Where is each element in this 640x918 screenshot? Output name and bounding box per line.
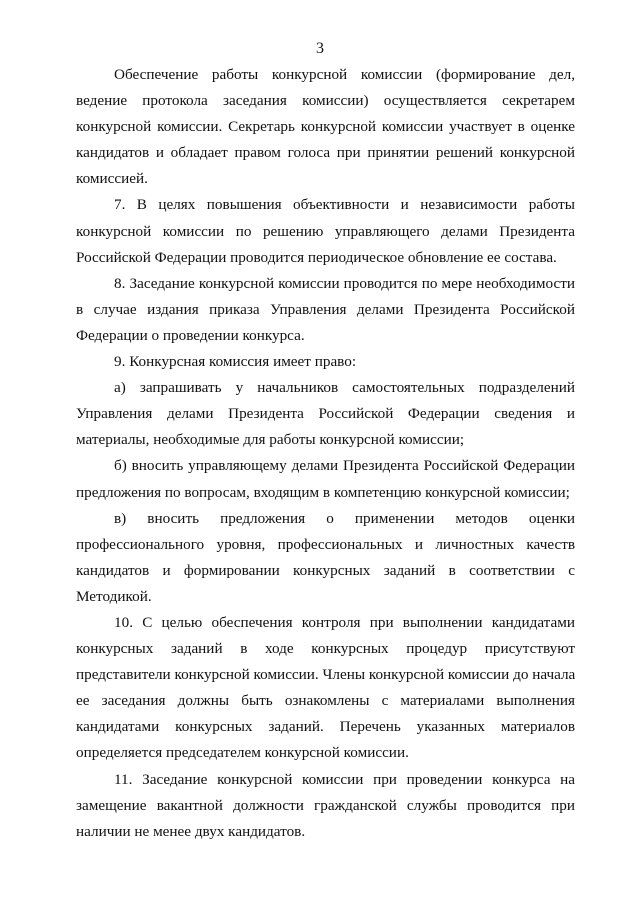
paragraph-11 (76, 767, 575, 845)
text-line: 10. С целью обеспечения контроля при выполнении кандидатами (114, 613, 575, 631)
text-line: 8. Заседание конкурсной комиссии проводится по мере необходимости (114, 274, 575, 292)
text-line: представители конкурсной комиссии. Члены конкурсной комиссии до начала (76, 666, 575, 684)
text-line: конкурсной комиссии. Секретарь конкурсной комиссии участвует в оценке (76, 118, 575, 136)
text-line: б) вносить управляющему делами Президента Российской Федерации (114, 457, 575, 475)
text-line: Российской Федерации проводится периодическое обновление ее состава. (76, 248, 557, 266)
text-line: кандидатами конкурсных заданий. Перечень указанных материалов (76, 718, 575, 736)
text-line: материалы, необходимые для работы конкурсной комиссии; (76, 431, 465, 449)
paragraph-9-item-a (76, 375, 575, 453)
text-line: определяется председателем конкурсной комиссии. (76, 744, 409, 762)
text-line: комиссией. (76, 170, 148, 188)
paragraph-secretary (76, 62, 575, 192)
text-line: замещение вакантной должности гражданской службы проводится при (76, 796, 575, 814)
paragraph-10 (76, 610, 575, 767)
text-line: 11. Заседание конкурсной комиссии при проведении конкурса на (114, 770, 575, 788)
text-line: кандидатов и обладает правом голоса при принятии решений конкурсной (76, 144, 575, 162)
page-number: 3 (316, 40, 324, 57)
paragraph-9-item-v (76, 506, 575, 610)
text-line: кандидатов и формировании конкурсных заданий в соответствии с (76, 561, 575, 579)
text-line: конкурсной комиссии по решению управляющего делами Президента (76, 222, 575, 240)
paragraph-9 (76, 349, 575, 375)
text-line: 7. В целях повышения объективности и независимости работы (114, 196, 575, 214)
text-line: ведение протокола заседания комиссии) осуществляется секретарем (76, 92, 575, 110)
text-line: Федерации о проведении конкурса. (76, 326, 305, 344)
document-body (76, 62, 575, 845)
text-line: Обеспечение работы конкурсной комиссии (формирование дел, (114, 66, 575, 83)
text-line: в) вносить предложения о применении методов оценки (114, 509, 575, 527)
paragraph-8 (76, 271, 575, 349)
text-line: ее заседания должны быть ознакомлены с материалами выполнения (76, 692, 575, 710)
paragraph-9-item-b (76, 453, 575, 505)
text-line: предложения по вопросам, входящим в компетенцию конкурсной комиссии; (76, 483, 570, 501)
text-line: Методикой. (76, 587, 152, 605)
text-line: а) запрашивать у начальников самостоятельных подразделений (114, 379, 575, 397)
text-line: в случае издания приказа Управления делами Президента Российской (76, 300, 575, 318)
text-line: 9. Конкурсная комиссия имеет право: (114, 353, 357, 371)
paragraph-7 (76, 192, 575, 270)
text-line: профессионального уровня, профессиональных и личностных качеств (76, 535, 575, 553)
text-line: наличии не менее двух кандидатов. (76, 822, 306, 840)
text-line: конкурсных заданий в ходе конкурсных процедур присутствуют (76, 640, 575, 658)
text-line: Управления делами Президента Российской Федерации сведения и (76, 405, 575, 423)
